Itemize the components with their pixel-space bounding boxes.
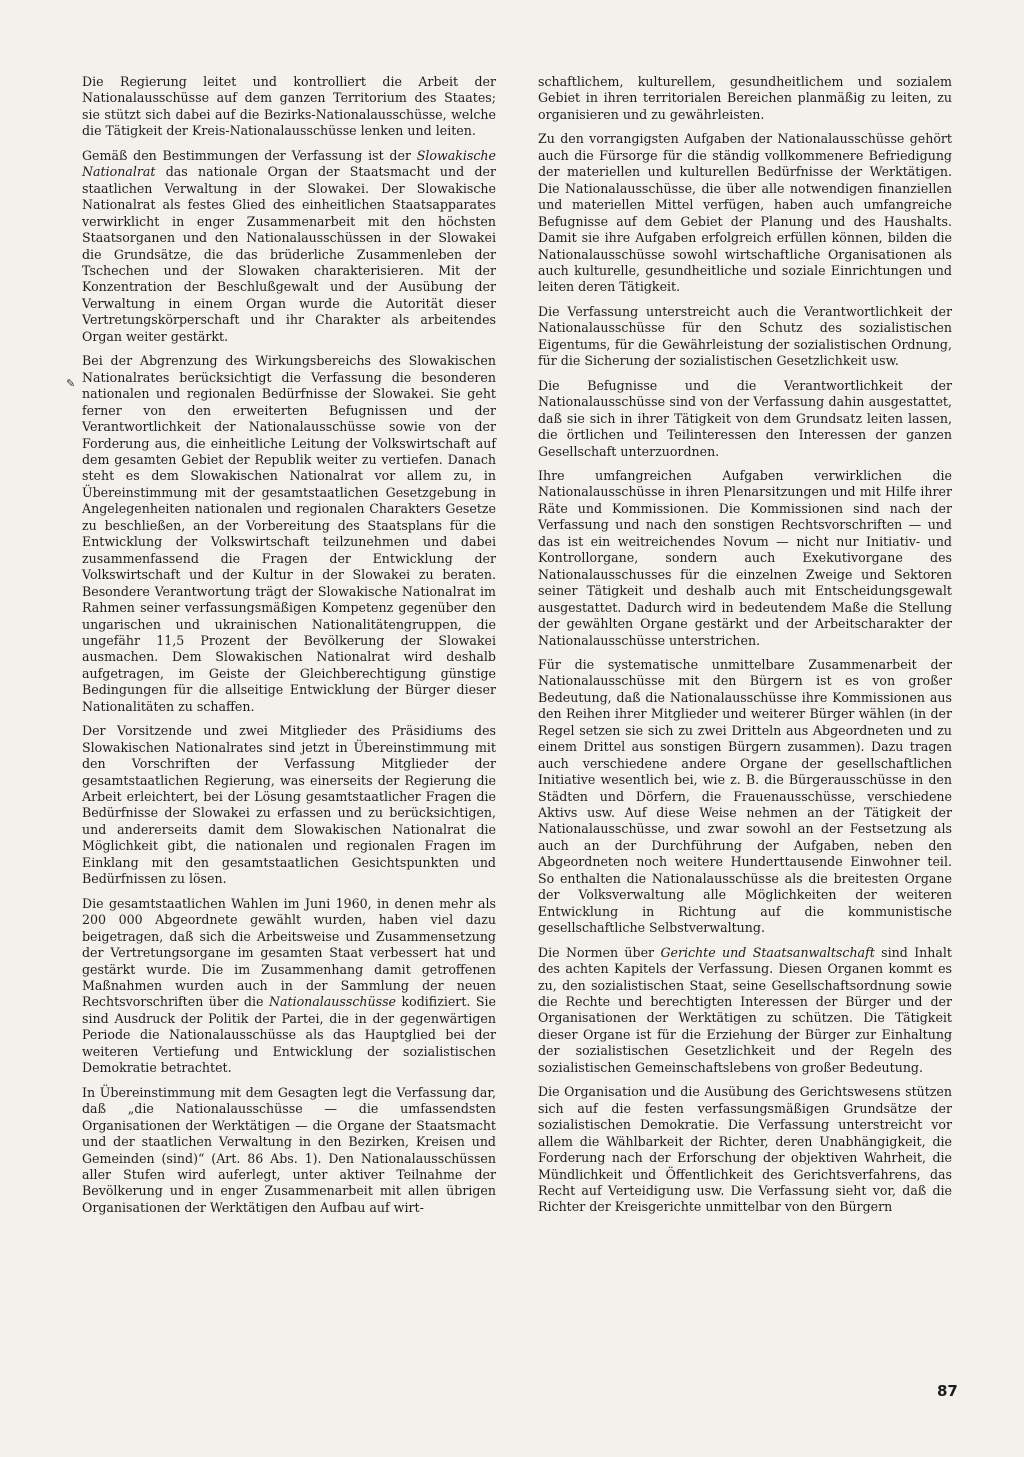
paragraph-text: Die Regierung leitet und kontrolliert die Arbeit der Nationalausschüsse auf dem ganzen Territorium des Staates; sie stützt sich dabei auf die Bezirks-Nationalausschüsse, welche die Tätigkeit der Kreis-Nationalausschüsse lenken und leiten. <box>82 74 496 139</box>
paragraph-text: Die Normen über <box>538 944 661 960</box>
paragraph <box>538 657 952 937</box>
paragraph-text: Die Organisation und die Ausübung des Gerichtswesens stützen sich auf die festen verfassungsmäßigen Grundsätze der sozialistischen Demokratie. Die Verfassung unterstreicht vor allem die Wählbarkeit der Richter, deren Unabhängigkeit, die Forderung nach der Erforschung der objektiven Wahrheit, die Mündlichkeit und Öffentlichkeit des Gerichtsverfahrens, das Recht auf Verteidigung usw. Die Verfassung sieht vor, daß die Richter der Kreisgerichte unmittelbar von den Bürgern <box>538 1084 952 1215</box>
paragraph-text: Ihre umfangreichen Aufgaben verwirklichen die Nationalausschüsse in ihren Plenarsitzungen und mit Hilfe ihrer Räte und Kommissionen. Die Kommissionen sind nach der Verfassung und nach den sonstigen Rechtsvorschriften — und das ist ein weitreichendes Novum — nicht nur Initiativ- und Kontrollorgane, sondern auch Exekutivorgane des Nationalausschusses für die einzelnen Zweige und Sektoren seiner Tätigkeit und deshalb auch mit Entscheidungsgewalt ausgestattet. Dadurch wird in bedeutendem Maße die Stellung der gewählten Organe gestärkt und der Arbeitscharakter der Nationalausschüsse unterstrichen. <box>538 467 952 648</box>
paragraph-text: Die Befugnisse und die Verantwortlichkeit der Nationalausschüsse sind von der Verfassung dahin ausgestattet, daß sie sich in ihrer Tätigkeit von dem Grundsatz leiten lassen, die örtlichen und Teilinteressen den Interessen der ganzen Gesellschaft unterzuordnen. <box>538 377 952 459</box>
paragraph <box>82 148 496 345</box>
margin-mark: ✎ <box>66 377 76 390</box>
paragraph <box>538 1084 952 1216</box>
paragraph <box>538 468 952 649</box>
paragraph <box>82 74 496 140</box>
paragraph-text: kodifiziert. Sie sind Ausdruck der Politik der Partei, die in der gegenwärtigen Periode die Nationalausschüsse als das Hauptglied bei der weiteren Vertiefung und Entwicklung der sozialistischen Demokratie betrachtet. <box>82 994 496 1076</box>
page-number: 87 <box>937 1382 958 1400</box>
paragraph <box>82 353 496 715</box>
paragraph-text: schaftlichem, kulturellem, gesundheitlichem und sozialem Gebiet in ihren territorialen Bereichen planmäßig zu leiten, zu organisieren und zu gewährleisten. <box>538 74 952 122</box>
paragraph-text: Für die systematische unmittelbare Zusammenarbeit der Nationalausschüsse mit den Bürgern ist es von großer Bedeutung, daß die Nationalausschüsse ihre Kommissionen aus den Reihen ihrer Mitglieder und weiterer Bürger wählen (in der Regel setzen sie sich zu zwei Dritteln aus Abgeordneten und zu einem Drittel aus sonstigen Bürgern zusammen). Dazu tragen auch verschiedene andere Organe der gesellschaftlichen Initiative wesentlich bei, wie z. B. die Bürgerausschüsse in den Städten und Dörfern, die Frauenausschüsse, verschiedene Aktivs usw. Auf diese Weise nehmen an der Tätigkeit der Nationalausschüsse, und zwar sowohl an der Festsetzung als auch an der Durchführung der Aufgaben, neben den Abgeordneten noch weitere Hunderttausende Einwohner teil. So enthalten die Nationalausschüsse als die breitesten Organe der Volksverwaltung alle Möglichkeiten der weiteren Entwicklung in Richtung auf die kommunistische gesellschaftliche Selbstverwaltung. <box>538 656 952 936</box>
paragraph <box>82 723 496 888</box>
paragraph-text: Bei der Abgrenzung des Wirkungsbereichs des Slowakischen Nationalrates berücksichtigt die Verfassung die besonderen nationalen und regionalen Bedürfnisse der Slowakei. Sie geht ferner von den erweiterten Befugnissen und der Verantwortlichkeit der Nationalausschüsse sowie von der Forderung aus, die einheitliche Leitung der Volkswirtschaft auf dem gesamten Gebiet der Republik weiter zu vertiefen. Danach steht es dem Slowakischen Nationalrat vor allem zu, in Übereinstimmung mit der gesamtstaatlichen Gesetzgebung in Angelegenheiten nationalen und regionalen Charakters Gesetze zu beschließen, an der Vorbereitung des Staatsplans für die Entwicklung der Volkswirtschaft teilzunehmen und dabei zusammenfassend die Fragen der Entwicklung der Volkswirtschaft und der Kultur in der Slowakei zu beraten. Besondere Verantwortung trägt der Slowakische Nationalrat im Rahmen seiner verfassungsmäßigen Kompetenz gegenüber den ungarischen und ukrainischen Nationalitätengruppen, die ungefähr 11,5 Prozent der Bevölkerung der Slowakei ausmachen. Dem Slowakischen Nationalrat wird deshalb aufgetragen, im Geiste der Gleichberechtigung günstige Bedingungen für die allseitige Entwicklung der Bürger dieser Nationalitäten zu schaffen. <box>82 353 496 714</box>
left-column <box>82 74 496 1224</box>
paragraph-text: das nationale Organ der Staatsmacht und der staatlichen Verwaltung in der Slowakei. Der Slowakische Nationalrat als festes Glied des einheitlichen Staatsapparates verwirklicht in enger Zusammenarbeit mit den höchsten Staatsorganen und den Nationalausschüssen in der Slowakei die Grundsätze, die das brüderliche Zusammenleben der Tschechen und der Slowaken charakterisieren. Mit der Konzentration der Beschlußgewalt und der Ausübung der Verwaltung in einem Organ wurde die Autorität dieser Vertretungskörperschaft und ihr Charakter als arbeitendes Organ weiter gestärkt. <box>82 164 496 344</box>
emphasized-term: Nationalausschüsse <box>268 994 396 1010</box>
paragraph-text: sind Inhalt des achten Kapitels der Verfassung. Diesen Organen kommt es zu, den sozialistischen Staat, seine Gesellschaftsordnung sowie die Rechte und berechtigten Interessen der Bürger und der Organisationen der Werktätigen zu schützen. Die Tätigkeit dieser Organe ist für die Erziehung der Bürger zur Einhaltung der sozialistischen Gesetzlichkeit und der Regeln des sozialistischen Gemeinschaftslebens von großer Bedeutung. <box>538 944 952 1075</box>
emphasized-term: Slowakische Nationalrat <box>82 147 496 180</box>
paragraph-text: In Übereinstimmung mit dem Gesagten legt die Verfassung dar, daß „die Nationalausschüsse — die umfassendsten Organisationen der Werktätigen — die Organe der Staatsmacht und der staatlichen Verwaltung in den Bezirken, Kreisen und Gemeinden (sind)“ (Art. 86 Abs. 1). Den Nationalausschüssen aller Stufen wird auferlegt, unter aktiver Teilnahme der Bevölkerung und in enger Zusammenarbeit mit allen übrigen Organisationen der Werktätigen den Aufbau auf wirt- <box>82 1084 496 1215</box>
paragraph <box>538 378 952 460</box>
paragraph-text: Zu den vorrangigsten Aufgaben der Nationalausschüsse gehört auch die Fürsorge für die ständig vollkommenere Befriedigung der materiellen und kulturellen Bedürfnisse der Werktätigen. Die Nationalausschüsse, die über alle notwendigen finanziellen und materiellen Mittel verfügen, haben auch umfangreiche Befugnisse auf dem Gebiet der Planung und des Haushalts. Damit sie ihre Aufgaben erfolgreich erfüllen können, bilden die Nationalausschüsse sowohl wirtschaftliche Organisationen als auch kulturelle, gesundheitliche und soziale Einrichtungen und leiten deren Tätigkeit. <box>538 131 952 295</box>
paragraph <box>82 1085 496 1217</box>
paragraph <box>538 131 952 296</box>
paragraph-text: Der Vorsitzende und zwei Mitglieder des Präsidiums des Slowakischen Nationalrates sind jetzt in Übereinstimmung mit den Vorschriften der Verfassung Mitglieder der gesamtstaatlichen Regierung, was einerseits der Regierung die Arbeit erleichtert, bei der Lösung gesamtstaatlicher Fragen die Bedürfnisse der Slowakei zu erfassen und zu berücksichtigen, und andererseits damit dem Slowakischen Nationalrat die Möglichkeit gibt, die nationalen und regionalen Fragen im Einklang mit den gesamtstaatlichen Gesichtspunkten und Bedürfnissen zu lösen. <box>82 723 496 887</box>
paragraph-text: Gemäß den Bestimmungen der Verfassung ist der <box>82 147 417 163</box>
paragraph-text: Die gesamtstaatlichen Wahlen im Juni 1960, in denen mehr als 200 000 Abgeordnete gewählt wurden, haben viel dazu beigetragen, daß sich die Arbeitsweise und Zusammensetzung der Vertretungsorgane im gesamten Staat verbessert hat und gestärkt wurde. Die im Zusammenhang damit getroffenen Maßnahmen wurden auch in der Sammlung der neuen Rechtsvorschriften über die <box>82 895 496 1010</box>
paragraph-text: Die Verfassung unterstreicht auch die Verantwortlichkeit der Nationalausschüsse für den Schutz des sozialistischen Eigentums, für die Gewährleistung der sozialistischen Ordnung, für die Sicherung der sozialistischen Gesetzlichkeit usw. <box>538 303 952 369</box>
paragraph <box>82 896 496 1077</box>
paragraph <box>538 74 952 123</box>
paragraph <box>538 945 952 1077</box>
paragraph <box>538 304 952 370</box>
right-column <box>538 74 952 1224</box>
emphasized-term: Gerichte und Staatsanwaltschaft <box>660 944 875 960</box>
